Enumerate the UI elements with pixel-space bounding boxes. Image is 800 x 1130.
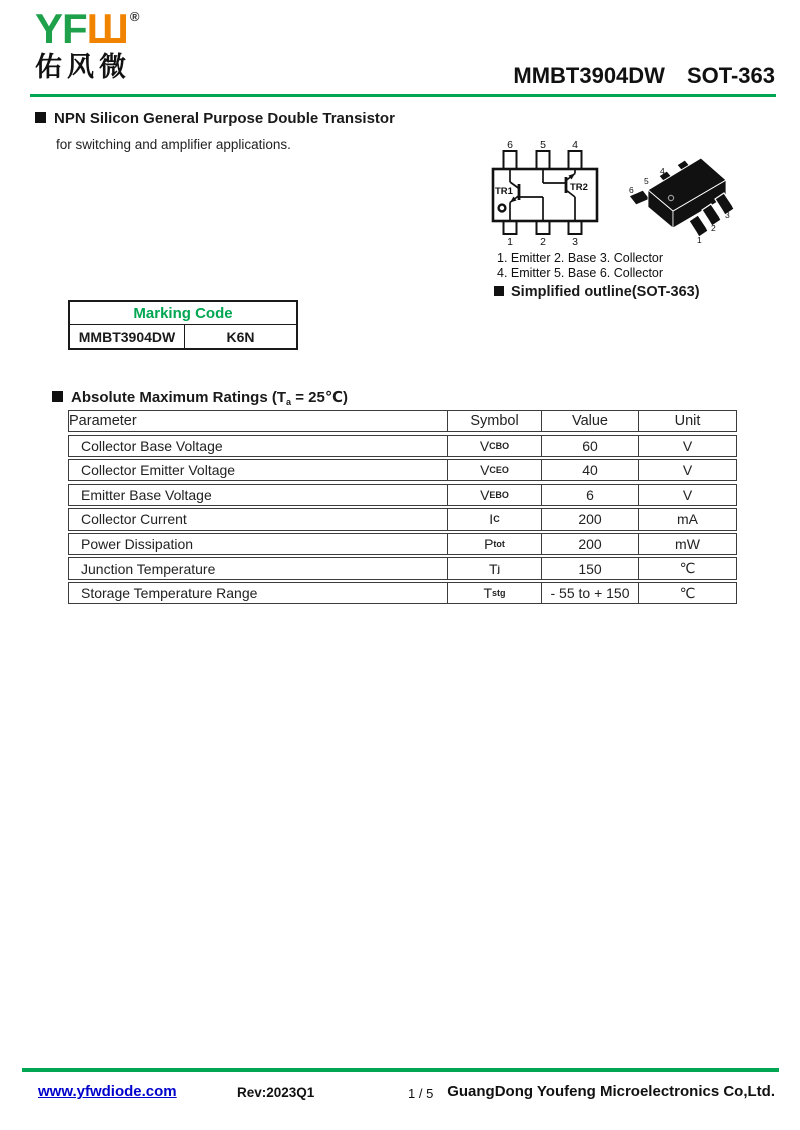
- pin-1-label: 1: [507, 236, 513, 247]
- footer-divider-line: [22, 1068, 779, 1072]
- value-cell: 200: [542, 534, 639, 554]
- tr1-label: TR1: [495, 186, 513, 197]
- pin-configuration-diagram: [485, 137, 607, 247]
- marking-part-number: MMBT3904DW: [70, 325, 185, 348]
- symbol-cell: I C: [448, 509, 542, 529]
- unit-cell: ℃: [679, 584, 696, 601]
- marking-code-title: Marking Code: [70, 302, 296, 325]
- registered-trademark-icon: ®: [129, 9, 139, 24]
- unit-cell: mA: [677, 511, 698, 528]
- table-row: [68, 435, 737, 457]
- company-name: GuangDong Youfeng Microelectronics Co,Ltd.: [447, 1083, 775, 1100]
- company-logo: [35, 5, 139, 82]
- pin-6-label: 6: [507, 139, 513, 151]
- table-row: [68, 582, 737, 604]
- parameter-cell: Storage Temperature Range: [69, 583, 448, 603]
- bullet-square-icon: [52, 391, 63, 402]
- parameter-cell: Junction Temperature: [69, 558, 448, 578]
- tr2-label: TR2: [570, 182, 588, 193]
- symbol-cell: T j: [448, 558, 542, 578]
- symbol-cell: T stg: [448, 583, 542, 603]
- parameter-cell: Collector Emitter Voltage: [69, 460, 448, 480]
- parameter-cell: Power Dissipation: [69, 534, 448, 554]
- parameter-cell: Collector Base Voltage: [69, 436, 448, 456]
- table-header-row: [68, 410, 737, 432]
- unit-cell: ℃: [679, 560, 696, 577]
- absolute-maximum-ratings-table: [68, 410, 737, 607]
- table-row: [68, 459, 737, 481]
- pinout-line-2: 4. Emitter 5. Base 6. Collector: [497, 266, 664, 280]
- outline-pin-4-label: 4: [660, 166, 665, 176]
- simplified-outline-caption: [494, 284, 700, 300]
- symbol-cell: P tot: [448, 534, 542, 554]
- page-number: 1 / 5: [408, 1086, 434, 1101]
- symbol-cell: V EBO: [448, 485, 542, 505]
- unit-cell: mW: [675, 535, 700, 552]
- value-cell: 200: [542, 509, 639, 529]
- logo-chinese-name: 佑风微: [35, 52, 131, 82]
- outline-pin-5-label: 5: [644, 176, 649, 186]
- device-application-text: for switching and amplifier applications.: [56, 137, 291, 152]
- simplified-outline-text: Simplified outline(SOT-363): [511, 284, 700, 300]
- outline-pin-3-label: 3: [725, 210, 730, 220]
- pin-4-label: 4: [572, 139, 578, 151]
- package-3d-outline: [625, 145, 783, 247]
- ratings-section-heading: [52, 388, 348, 407]
- value-cell: 150: [542, 558, 639, 578]
- parameter-cell: Emitter Base Voltage: [69, 485, 448, 505]
- table-row: [68, 557, 737, 579]
- unit-cell: V: [682, 486, 693, 503]
- marking-code-value: K6N: [226, 328, 255, 345]
- package-name: SOT-363: [686, 63, 775, 88]
- pin-2-label: 2: [540, 236, 546, 247]
- pinout-line-1: 1. Emitter 2. Base 3. Collector: [497, 251, 664, 265]
- logo-w-glyph: Ш: [86, 5, 128, 52]
- bullet-square-icon: [494, 286, 504, 296]
- value-cell: 6: [542, 485, 639, 505]
- symbol-cell: V CBO: [448, 436, 542, 456]
- column-header-parameter: Parameter: [69, 411, 448, 431]
- column-header-unit: Unit: [674, 413, 701, 430]
- table-row: [68, 533, 737, 555]
- unit-cell: V: [682, 437, 693, 454]
- column-header-symbol: Symbol: [448, 411, 542, 431]
- document-title: [513, 63, 775, 89]
- value-cell: - 55 to + 150: [542, 583, 639, 603]
- table-row: [68, 508, 737, 530]
- parameter-cell: Collector Current: [69, 509, 448, 529]
- pinout-legend: [497, 251, 663, 281]
- part-number: MMBT3904DW: [513, 63, 665, 88]
- value-cell: 40: [542, 460, 639, 480]
- symbol-cell: V CEO: [448, 460, 542, 480]
- marking-code-row: [70, 325, 296, 348]
- device-description-text: NPN Silicon General Purpose Double Transistor: [54, 110, 395, 127]
- marking-code-table: [68, 300, 298, 350]
- column-header-value: Value: [542, 411, 639, 431]
- website-link[interactable]: www.yfwdiode.com: [38, 1083, 177, 1100]
- pin-5-label: 5: [540, 139, 546, 151]
- revision-label: Rev:2023Q1: [237, 1085, 315, 1100]
- ratings-heading-text: Absolute Maximum Ratings ($T_a$ = 25℃): [71, 389, 348, 407]
- unit-cell: V: [682, 462, 693, 479]
- outline-pin-6-label: 6: [629, 185, 634, 195]
- outline-pin-1-label: 1: [697, 235, 702, 245]
- device-description-heading: [35, 110, 395, 127]
- value-cell: 60: [542, 436, 639, 456]
- outline-pin-2-label: 2: [711, 223, 716, 233]
- bullet-square-icon: [35, 112, 46, 123]
- pin-3-label: 3: [572, 236, 578, 247]
- header-divider-line: [30, 94, 776, 97]
- logo-yf-text: YF: [35, 5, 87, 52]
- table-row: [68, 484, 737, 506]
- logo-wordmark: [35, 5, 139, 52]
